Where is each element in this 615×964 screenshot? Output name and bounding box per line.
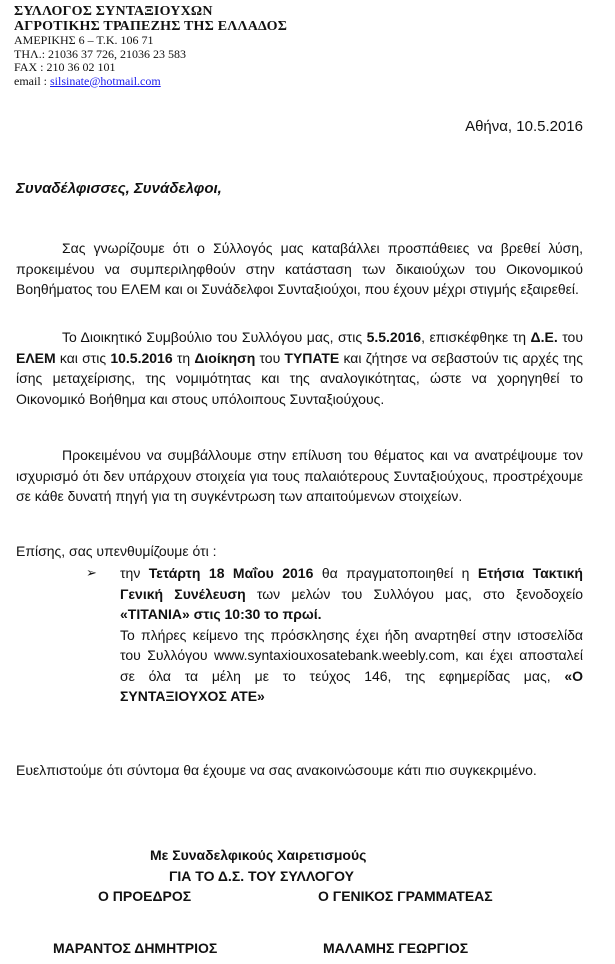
elem-bold: ΕΛΕΜ — [16, 349, 56, 366]
paragraph-4: Επίσης, σας υπενθυμίζουμε ότι : — [16, 543, 217, 559]
date-bold-1: 5.5.2016 — [366, 329, 422, 345]
president-title: Ο ΠΡΟΕΔΡΟΣ — [98, 888, 192, 904]
secretary-title: Ο ΓΕΝΙΚΟΣ ΓΡΑΜΜΑΤΕΑΣ — [318, 888, 493, 904]
closing-greeting: Με Συναδελφικούς Χαιρετισμούς — [150, 847, 367, 863]
de-bold: Δ.Ε. — [530, 329, 558, 345]
bullet-text: την Τετάρτη 18 Μαΐου 2016 θα πραγματοποιηθεί η Ετήσια Τακτική Γενική Συνέλευση των μελών του Συλλόγου μας, στο ξενοδοχείο «TITANIA» στις 10:30 το πρωί. Το πλήρες κείμενο της πρόσκλησης έχει ήδη αναρτηθεί στην ιστοσελίδα του Συλλόγου www.syntaxiouxosatebank.weebly.com, και έχει αποσταλεί σε όλα τα μέλη με το τεύχος 146, της εφημερίδας μας, «Ο ΣΥΝΤΑΞΙΟΥΧΟΣ ΑΤΕ» — [120, 565, 583, 704]
hotel-time-bold: «TITANIA» στις 10:30 το πρωί. — [120, 606, 322, 622]
org-fax: FAX : 210 36 02 101 — [14, 60, 116, 74]
org-phone: ΤΗΛ.: 21036 37 726, 21036 23 583 — [14, 46, 187, 61]
paragraph-3: Προκειμένου να συμβάλλουμε στην επίλυση του θέματος και να ανατρέψουμε τον ισχυρισμό ότι δεν υπάρχουν στοιχεία για τους παλαιότερους Συνταξιούχους, προστρέχουμε σε κάθε δυνατή πηγή για τη συγκέντρωση των απαιτούμενων στοιχείων. — [16, 447, 583, 504]
meeting-date-bold: Τετάρτη 18 Μαΐου 2016 — [148, 565, 314, 581]
date-bold-2: 10.5.2016 — [110, 349, 173, 366]
email-label: email : — [14, 73, 50, 88]
secretary-name: ΜΑΛΑΜΗΣ ΓΕΩΡΓΙΟΣ — [323, 940, 469, 956]
letter-date: Αθήνα, 10.5.2016 — [465, 118, 583, 135]
arrow-bullet-icon: ➢ — [86, 565, 97, 580]
closing-board: ΓΙΑ ΤΟ Δ.Σ. ΤΟΥ ΣΥΛΛΟΓΟΥ — [169, 868, 354, 884]
newspaper-bold: «Ο ΣΥΝΤΑΞΙΟΥΧΟΣ ΑΤΕ» — [120, 667, 583, 704]
president-name: ΜΑΡΑΝΤΟΣ ΔΗΜΗΤΡΙΟΣ — [53, 940, 218, 956]
assembly-bold: Ετήσια Τακτική Γενική Συνέλευση — [120, 565, 583, 602]
org-name-line1: ΣΥΛΛΟΓΟΣ ΣΥΝΤΑΞΙΟΥΧΩΝ — [14, 4, 213, 19]
dioikisi-bold: Διοίκηση — [194, 349, 256, 366]
paragraph-5: Ευελπιστούμε ότι σύντομα θα έχουμε να σας ανακοινώσουμε κάτι πιο συγκεκριμένο. — [16, 762, 537, 778]
salutation: Συναδέλφισσες, Συνάδελφοι, — [16, 180, 222, 197]
email-link[interactable]: silsinate@hotmail.com — [50, 73, 161, 88]
org-email-row — [14, 75, 287, 89]
typate-bold: ΤΥΠΑΤΕ — [284, 349, 340, 366]
paragraph-1: Σας γνωρίζουμε ότι ο Σύλλογός μας καταβάλλει προσπάθειες να βρεθεί λύση, προκειμένου να συμπεριληφθούν στην κατάσταση των δικαιούχων του Οικονομικού Βοηθήματος του ΕΛΕΜ και οι Συνάδελφοι Συνταξιούχοι, που έχουν μέχρι στιγμής εξαιρεθεί. — [16, 240, 583, 297]
org-address: ΑΜΕΡΙΚΗΣ 6 – Τ.Κ. 106 71 — [14, 33, 154, 47]
letterhead — [14, 4, 287, 88]
bullet-item — [86, 563, 583, 707]
org-name-line2: ΑΓΡΟΤΙΚΗΣ ΤΡΑΠΕΖΗΣ ΤΗΣ ΕΛΛΑΔΟΣ — [14, 19, 288, 34]
paragraph-2: Το Διοικητικό Συμβούλιο του Συλλόγου μας, στις 5.5.2016, επισκέφθηκε τη Δ.Ε. του ΕΛΕΜ και στις 10.5.2016 τη Διοίκηση του ΤΥΠΑΤΕ και ζήτησε να σεβαστούν τις αρχές της ίσης μεταχείρισης, της νομιμότητας και της αναλογικότητας, ώστε να χορηγηθεί το Οικονομικό Βοήθημα και στους υπόλοιπους Συνταξιούχους. — [16, 329, 583, 407]
